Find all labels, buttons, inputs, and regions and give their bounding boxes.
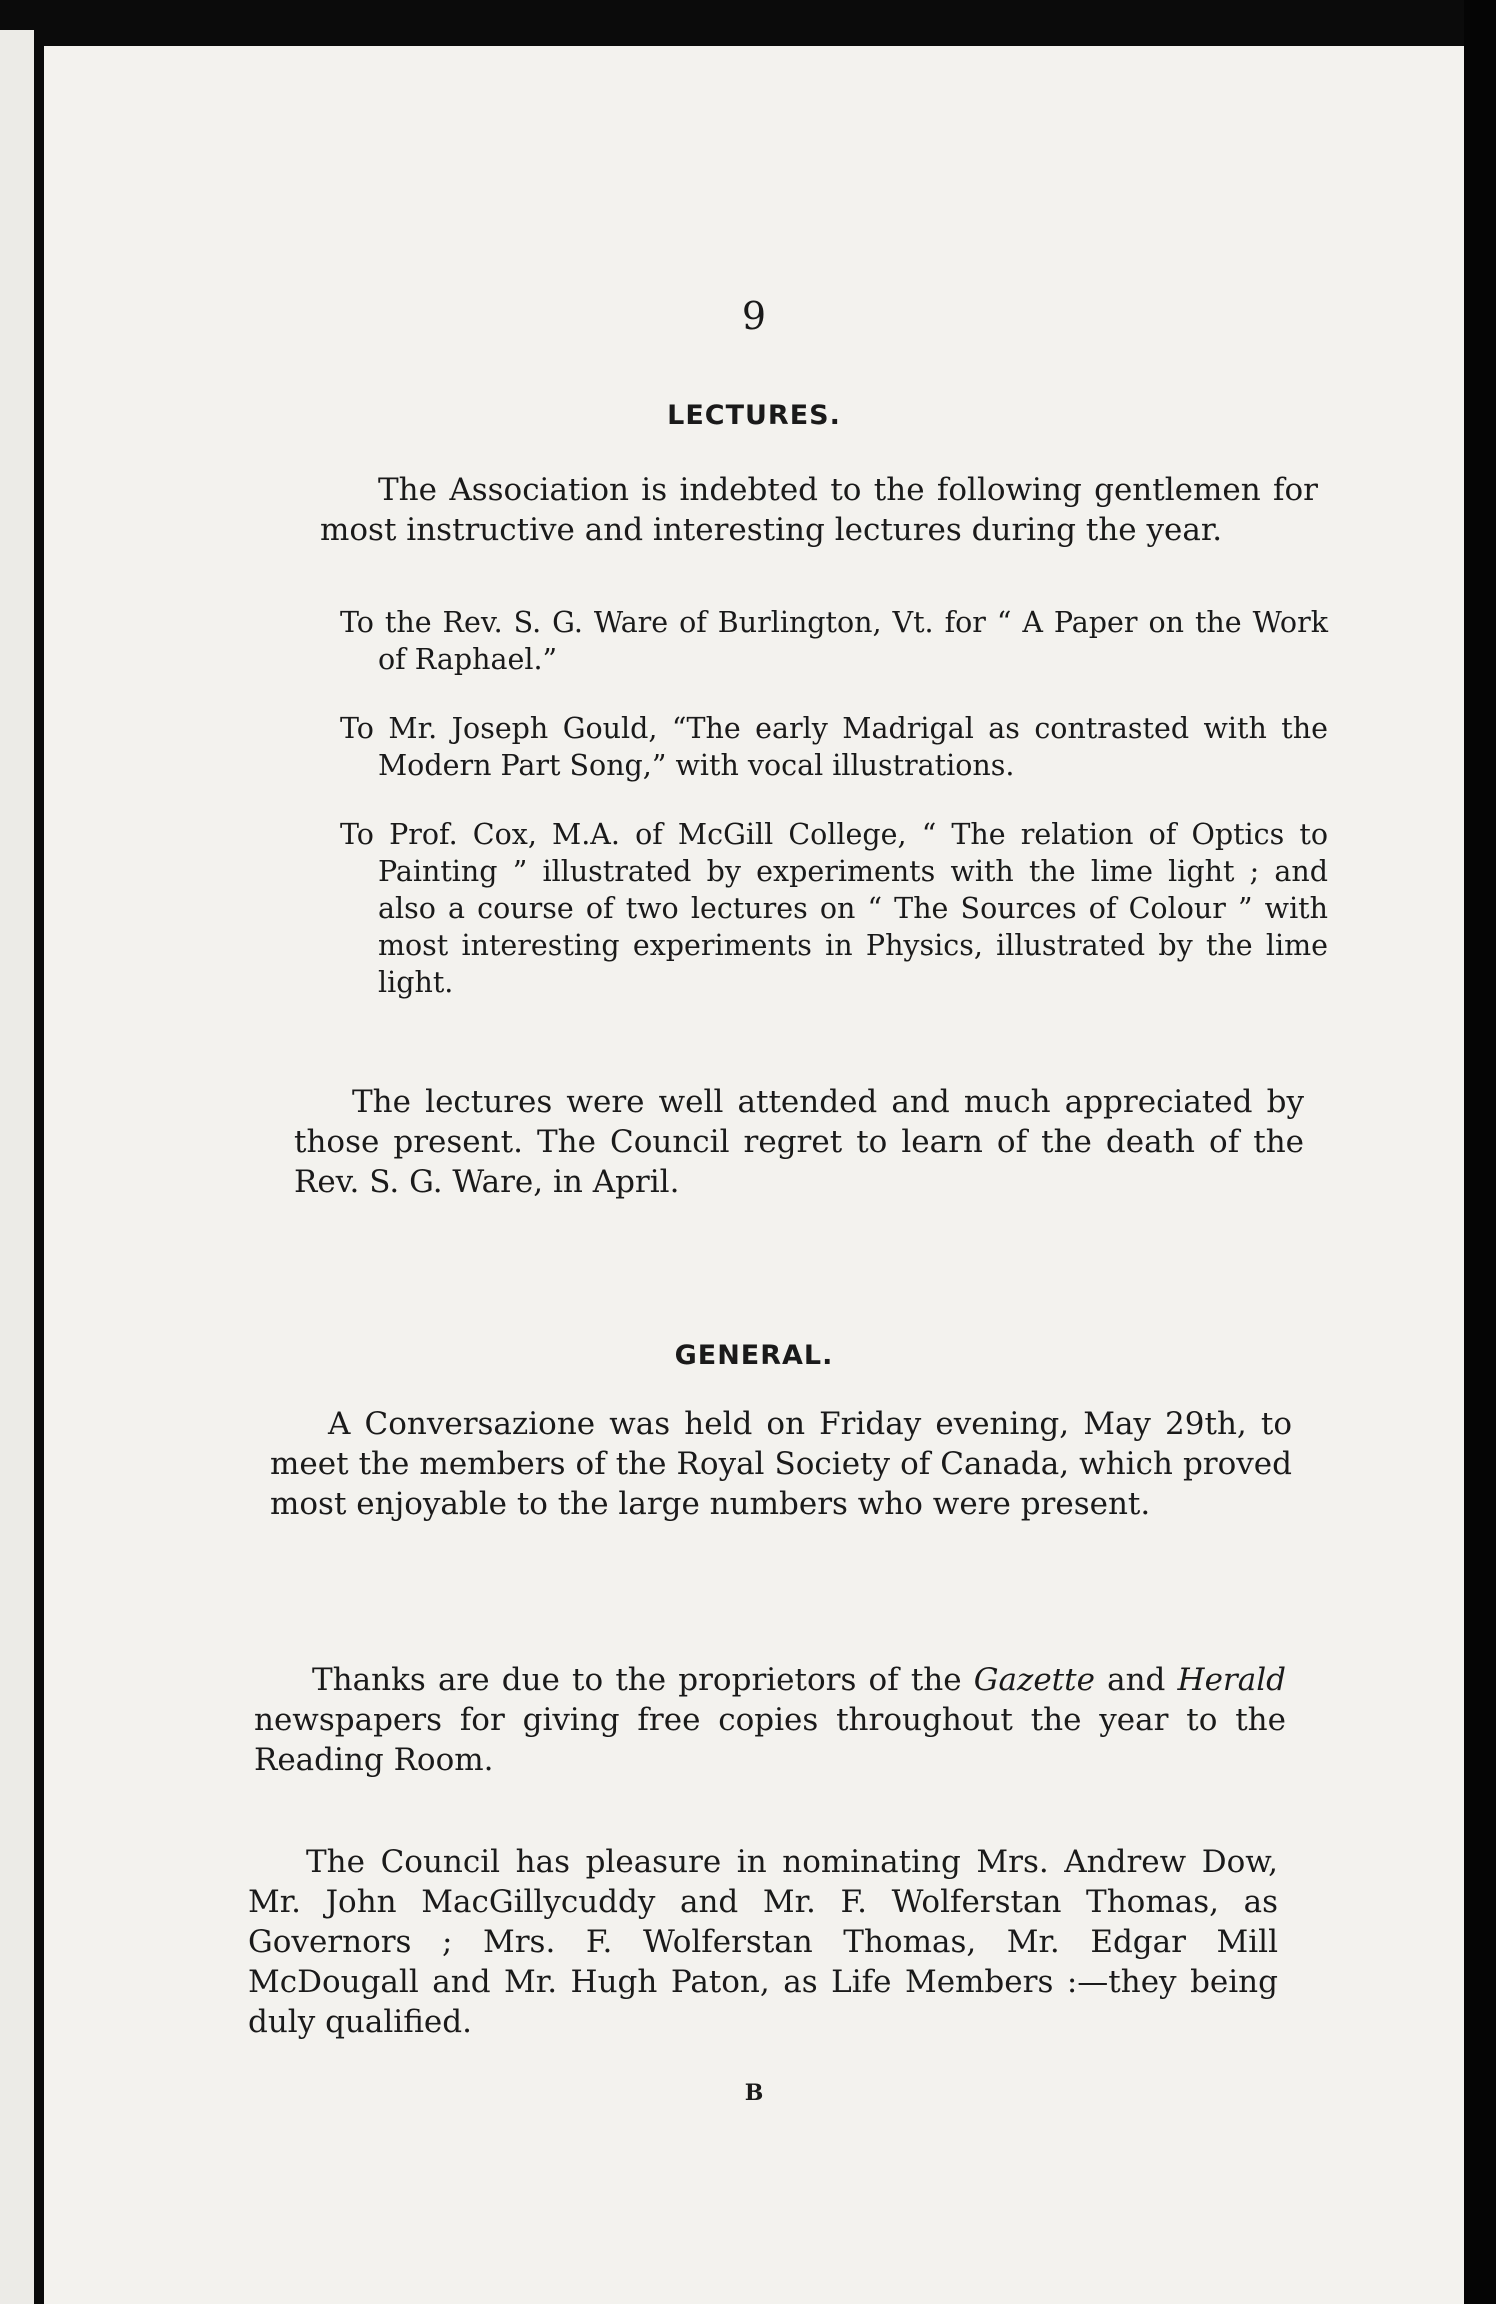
lecture-item: To Prof. Cox, M.A. of McGill College, “ The relation of Optics to Painting ” illustrated by experiments with the lime light ; and also a course of two lectures on “ The Sources of Colour ” with most interesting experiments in Physics, illustrated by the lime light. xyxy=(340,818,1328,999)
lectures-heading: LECTURES. xyxy=(667,400,841,431)
conversazione-paragraph: A Conversazione was held on Friday evening, May 29th, to meet the members of the Royal Society of Canada, which proved most enjoyable to the large numbers who were present. xyxy=(270,1406,1292,1522)
nominations-paragraph: The Council has pleasure in nominating Mrs. Andrew Dow, Mr. John MacGillycuddy and Mr. F. Wolferstan Thomas, as Governors ; Mrs. F. Wolferstan Thomas, Mr. Edgar Mill McDougall and Mr. Hugh Paton, as Life Members :—they being duly qualified. xyxy=(248,1844,1278,2040)
thanks-text-and: and xyxy=(1094,1662,1178,1698)
gazette-title: Gazette xyxy=(973,1662,1095,1698)
thanks-text-start: Thanks are due to the proprietors of the xyxy=(312,1662,974,1698)
left-page-edge xyxy=(0,30,34,2304)
thanks-text-end: newspapers for giving free copies throughout the year to the Reading Room. xyxy=(254,1702,1286,1778)
general-heading: GENERAL. xyxy=(674,1340,834,1371)
herald-title: Herald xyxy=(1177,1662,1286,1698)
document-page xyxy=(44,46,1464,2304)
thanks-paragraph xyxy=(254,1660,1286,1780)
lecture-item: To Mr. Joseph Gould, “The early Madrigal as contrasted with the Modern Part Song,” with vocal illustrations. xyxy=(340,712,1328,782)
right-binding-shadow xyxy=(1464,0,1496,2304)
lectures-intro: The Association is indebted to the following gentlemen for most instructive and interesting lectures during the year. xyxy=(320,472,1318,548)
lecture-item: To the Rev. S. G. Ware of Burlington, Vt. for “ A Paper on the Work of Raphael.” xyxy=(340,606,1328,676)
lectures-closing: The lectures were well attended and much appreciated by those present. The Council regret to learn of the death of the Rev. S. G. Ware, in April. xyxy=(294,1084,1304,1200)
signature-mark: B xyxy=(744,2080,764,2106)
page-number: 9 xyxy=(741,294,767,338)
